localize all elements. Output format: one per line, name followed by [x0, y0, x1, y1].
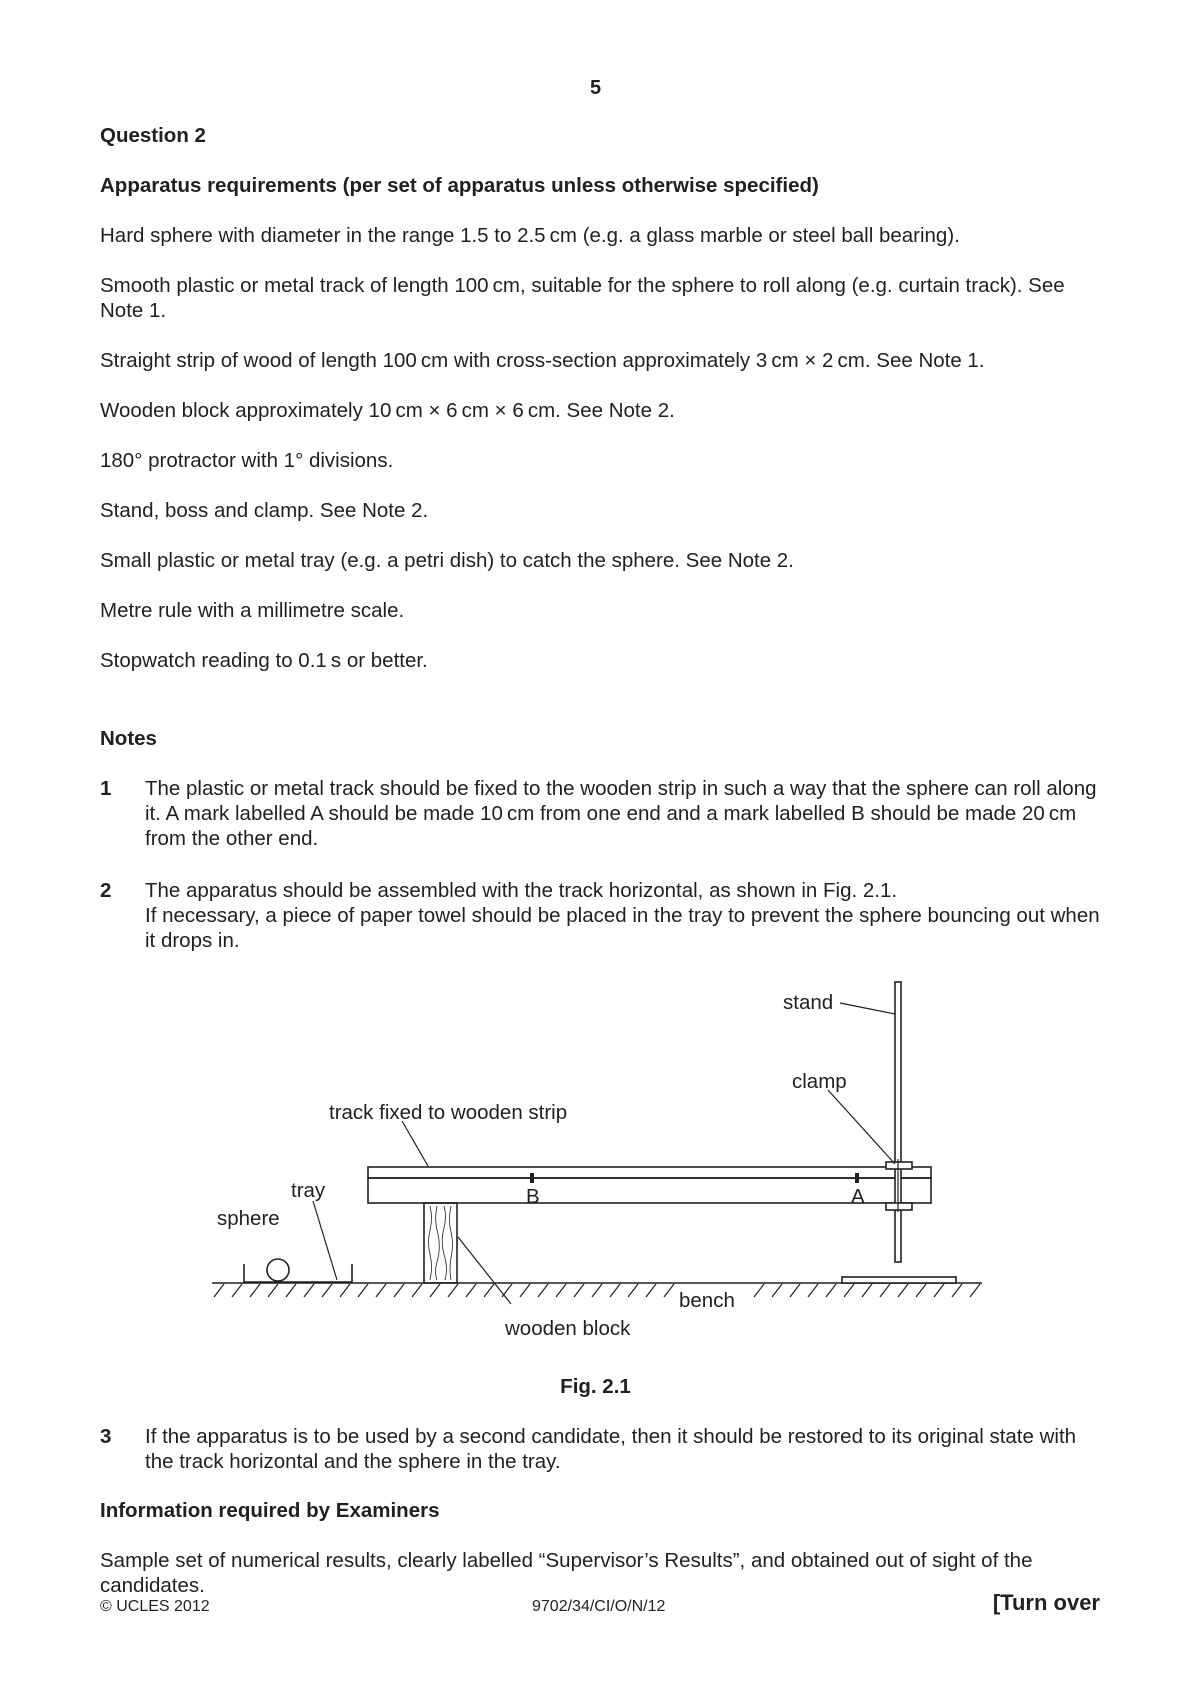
bench-hatching: [214, 1284, 980, 1297]
wood-grain: [429, 1206, 453, 1280]
note-text: The apparatus should be assembled with the track horizontal, as shown in Fig. 2.1.: [145, 879, 898, 902]
note-number: 2: [100, 879, 112, 902]
block-label: wooden block: [505, 1317, 631, 1340]
info-heading: Information required by Examiners: [100, 1499, 440, 1522]
note-number: 1: [100, 777, 112, 800]
footer-copyright: © UCLES 2012: [100, 1598, 210, 1615]
track-leader: [402, 1121, 428, 1166]
wooden-strip-shape: [368, 1178, 931, 1203]
wooden-block-shape: [424, 1203, 457, 1283]
clamp-label: clamp: [792, 1070, 847, 1093]
mark-b-label: B: [526, 1185, 540, 1208]
apparatus-item: Smooth plastic or metal track of length 100 cm, suitable for the sphere to roll along (e.g. curtain track). See Note 1.: [100, 274, 1065, 322]
clamp-leader: [828, 1090, 895, 1164]
apparatus-item: Hard sphere with diameter in the range 1.5 to 2.5 cm (e.g. a glass marble or steel ball bearing).: [100, 224, 960, 247]
clamp-lower-jaw: [886, 1203, 912, 1210]
block-leader: [458, 1237, 511, 1304]
stand-rod: [895, 982, 901, 1262]
apparatus-item: Stopwatch reading to 0.1 s or better.: [100, 649, 428, 672]
apparatus-item: Metre rule with a millimetre scale.: [100, 599, 405, 622]
apparatus-figure: [0, 960, 1191, 1350]
apparatus-item: 180° protractor with 1° divisions.: [100, 449, 394, 472]
turn-over: [Turn over: [992, 1590, 1100, 1615]
stand-base: [842, 1277, 956, 1283]
sphere-shape: [267, 1259, 289, 1281]
notes-heading: Notes: [100, 727, 157, 750]
page-number: 5: [589, 77, 602, 99]
apparatus-item: Stand, boss and clamp. See Note 2.: [100, 499, 429, 522]
apparatus-item: Small plastic or metal tray (e.g. a petri dish) to catch the sphere. See Note 2.: [100, 549, 794, 572]
info-text: Sample set of numerical results, clearly labelled “Supervisor’s Results”, and obtained out of sight of the candidates.: [100, 1549, 1033, 1597]
bench-label: bench: [679, 1289, 735, 1312]
apparatus-heading: Apparatus requirements (per set of apparatus unless otherwise specified): [100, 174, 819, 197]
tray-shape: [244, 1264, 352, 1282]
footer-code: 9702/34/CI/O/N/12: [532, 1598, 666, 1615]
figure-caption: Fig. 2.1: [560, 1375, 631, 1398]
note-number: 3: [100, 1425, 112, 1448]
apparatus-item: Straight strip of wood of length 100 cm with cross-section approximately 3 cm × 2 cm. See Note 1.: [100, 349, 985, 372]
stand-label: stand: [783, 991, 834, 1014]
question-title: Question 2: [100, 124, 206, 147]
clamp-upper-jaw: [886, 1162, 912, 1169]
track-label: track fixed to wooden strip: [329, 1101, 568, 1124]
note-text: If the apparatus is to be used by a second candidate, then it should be restored to its original state with the track horizontal and the sphere in the tray.: [145, 1425, 1077, 1473]
track-shape: [368, 1167, 931, 1178]
sphere-label: sphere: [217, 1207, 280, 1230]
tray-label: tray: [291, 1179, 326, 1202]
stand-leader: [840, 1003, 895, 1014]
tray-leader: [313, 1201, 337, 1280]
note-text: The plastic or metal track should be fixed to the wooden strip in such a way that the sphere can roll along it. A mark labelled A should be made 10 cm from one end and a mark labelled B should be made 20 cm from the other end.: [145, 777, 1097, 850]
mark-a-label: A: [851, 1185, 865, 1208]
note-text-continued: If necessary, a piece of paper towel should be placed in the tray to prevent the sphere bouncing out when it drops in.: [145, 904, 1100, 952]
apparatus-item: Wooden block approximately 10 cm × 6 cm × 6 cm. See Note 2.: [100, 399, 675, 422]
